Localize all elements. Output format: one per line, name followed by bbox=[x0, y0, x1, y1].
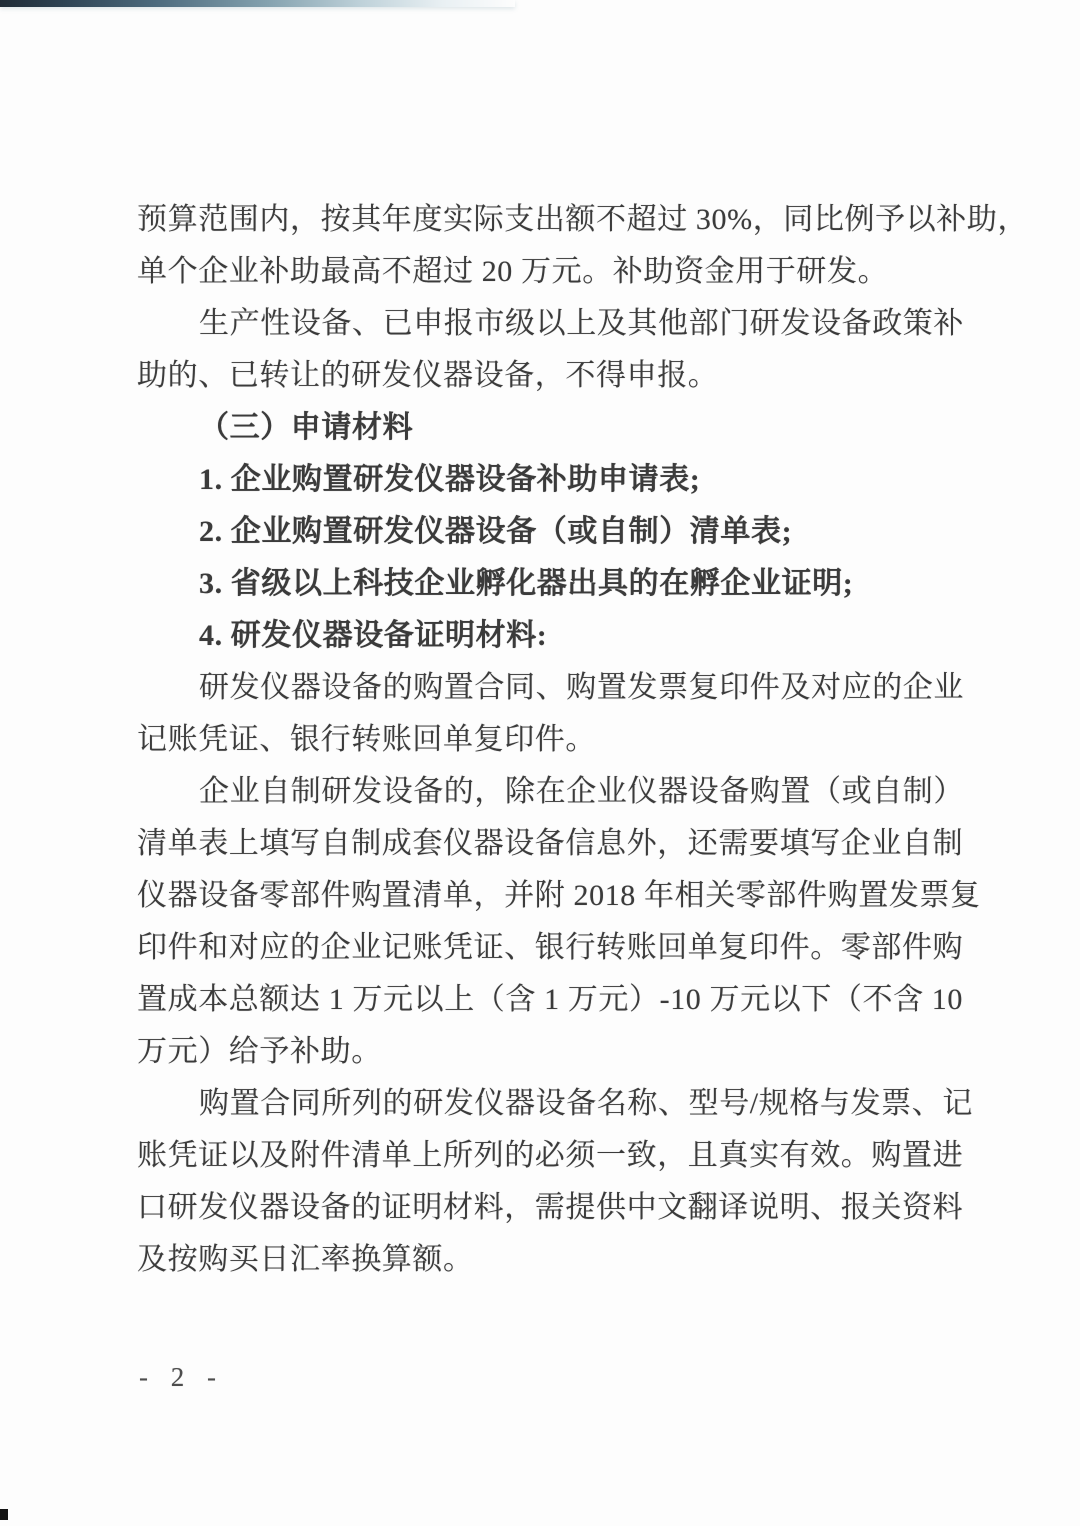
text-line: 置成本总额达 1 万元以上（含 1 万元）-10 万元以下（不含 10 bbox=[137, 983, 963, 1016]
scan-artifact-corner-mark bbox=[0, 1509, 8, 1520]
text-line: 单个企业补助最高不超过 20 万元。补助资金用于研发。 bbox=[137, 255, 889, 288]
document-body bbox=[137, 194, 1029, 1286]
text-line: 购置合同所列的研发仪器设备名称、型号/规格与发票、记 bbox=[199, 1087, 973, 1120]
list-item: 2. 企业购置研发仪器设备（或自制）清单表; bbox=[199, 515, 793, 548]
text-line: 研发仪器设备的购置合同、购置发票复印件及对应的企业 bbox=[199, 671, 964, 704]
page-number: - 2 - bbox=[139, 1362, 224, 1392]
text-line: 助的、已转让的研发仪器设备，不得申报。 bbox=[137, 359, 719, 392]
section-heading: （三）申请材料 bbox=[199, 411, 414, 444]
text-line: 口研发仪器设备的证明材料，需提供中文翻译说明、报关资料 bbox=[137, 1191, 964, 1224]
text-line: 仪器设备零部件购置清单，并附 2018 年相关零部件购置发票复 bbox=[137, 879, 981, 912]
text-line: 印件和对应的企业记账凭证、银行转账回单复印件。零部件购 bbox=[137, 931, 964, 964]
text-line: 万元）给予补助。 bbox=[137, 1035, 382, 1068]
list-item: 3. 省级以上科技企业孵化器出具的在孵企业证明; bbox=[199, 567, 854, 600]
scan-artifact-top-band bbox=[0, 0, 515, 7]
text-line: 预算范围内，按其年度实际支出额不超过 30%，同比例予以补助， bbox=[137, 203, 1029, 236]
text-line: 及按购买日汇率换算额。 bbox=[137, 1243, 474, 1276]
list-item: 1. 企业购置研发仪器设备补助申请表; bbox=[199, 463, 701, 496]
text-line: 生产性设备、已申报市级以上及其他部门研发设备政策补 bbox=[199, 307, 964, 340]
text-line: 清单表上填写自制成套仪器设备信息外，还需要填写企业自制 bbox=[137, 827, 964, 860]
text-line: 记账凭证、银行转账回单复印件。 bbox=[137, 723, 596, 756]
text-line: 账凭证以及附件清单上所列的必须一致，且真实有效。购置进 bbox=[137, 1139, 964, 1172]
list-item: 4. 研发仪器设备证明材料: bbox=[199, 619, 548, 652]
text-line: 企业自制研发设备的，除在企业仪器设备购置（或自制） bbox=[199, 775, 964, 808]
